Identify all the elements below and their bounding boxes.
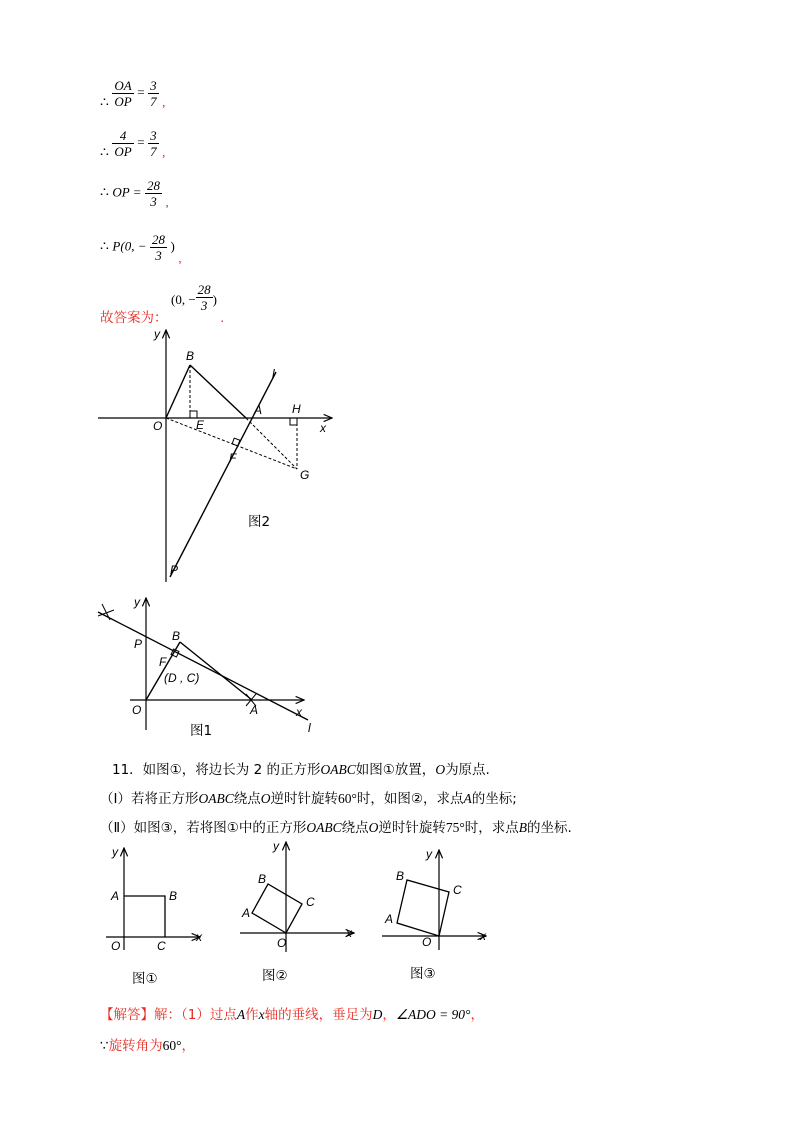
segment-ba	[190, 365, 246, 418]
fraction-right: $\frac{3}{7}$	[150, 78, 157, 109]
square-rotated-75	[397, 880, 449, 936]
because-line: ∵旋转角为60°，	[100, 1038, 195, 1054]
figure-circle-3-caption: 图③	[410, 966, 436, 982]
svg-text:y: y	[273, 840, 279, 853]
label-a: A	[250, 703, 259, 717]
therefore-symbol: ∴	[100, 239, 109, 255]
svg-text:y: y	[112, 845, 118, 859]
problem-11-statement: 11．如图①，将边长为 2 的正方形OABC如图①放置，O为原点.	[112, 762, 490, 778]
svg-text:A: A	[111, 889, 120, 903]
figure-1-caption: 图1	[190, 723, 213, 739]
figure-circle-1	[106, 845, 203, 987]
label-f: F	[159, 655, 167, 669]
label-dc: (D , C)	[164, 671, 200, 685]
svg-text:C: C	[306, 895, 315, 909]
right-angle-f	[232, 438, 240, 446]
svg-text:B: B	[396, 869, 405, 883]
square-rotated-60	[252, 884, 302, 933]
label-p: P	[134, 637, 143, 651]
svg-text:B: B	[169, 889, 178, 903]
therefore-symbol: ∴	[100, 95, 109, 111]
svg-text:O: O	[111, 939, 121, 953]
square-rotation-figures	[100, 840, 500, 990]
label-p: P	[170, 563, 179, 577]
svg-text:x: x	[480, 929, 486, 943]
label-l: l	[272, 367, 275, 381]
label-g: G	[300, 468, 310, 482]
right-angle-h	[290, 418, 297, 425]
square-oabc	[124, 896, 165, 937]
segment-ag	[246, 418, 297, 469]
label-y: y	[154, 327, 160, 341]
fraction-left: $\frac{OA}{OP}$	[114, 78, 132, 109]
svg-text:O: O	[422, 935, 432, 949]
label-x: x	[296, 705, 302, 719]
label-o: O	[153, 419, 163, 433]
label-y: y	[134, 595, 140, 609]
svg-text:C: C	[453, 883, 462, 897]
label-b: B	[172, 629, 181, 643]
intersection-mark	[98, 604, 114, 620]
segment-ob	[166, 365, 190, 418]
svg-text:O: O	[277, 936, 287, 950]
step-p-coordinates: ∴ P(0, − $\frac{28}{3}$ ) ,	[100, 232, 182, 266]
answer-line: 故答案为： (0, − $\frac{28}{3}$ ) .	[100, 282, 225, 326]
step-op-value: ∴ OP = $\frac{28}{3}$ ,	[100, 178, 169, 210]
fraction-28-3: $\frac{28}{3}$	[147, 178, 161, 209]
label-o: O	[132, 703, 142, 717]
solution-line: 【解答】解：（1）过点A作x轴的垂线，垂足为D，∠ADO = 90°，	[100, 1007, 484, 1023]
svg-text:B: B	[258, 872, 267, 886]
fraction-right: $\frac{3}{7}$	[150, 128, 157, 159]
label-b: B	[186, 349, 195, 363]
therefore-symbol: ∴	[100, 185, 109, 201]
label-a: A	[254, 403, 263, 417]
solution-tag: 【解答】	[100, 1007, 154, 1023]
svg-text:x: x	[346, 926, 352, 940]
step-ratio-oa-op: ∴ $\frac{OA}{OP}$ = $\frac{3}{7}$ ,	[100, 78, 166, 111]
problem-11-part-2: （Ⅱ）如图③，若将图①中的正方形OABC绕点O逆时针旋转75°时，求点B的坐标.	[100, 820, 572, 836]
figure-2-caption: 图2	[248, 514, 271, 530]
figure-circle-2	[240, 840, 354, 984]
label-l: l	[308, 721, 311, 735]
label-h: H	[292, 402, 301, 416]
therefore-symbol: ∴	[100, 145, 109, 161]
line-l	[98, 612, 308, 720]
problem-11-part-1: （Ⅰ）若将正方形OABC绕点O逆时针旋转60°时，如图②，求点A的坐标;	[100, 791, 517, 807]
svg-text:A: A	[385, 912, 394, 926]
figure-2-diagram	[90, 322, 340, 584]
right-angle-e	[190, 411, 197, 418]
label-e: E	[196, 418, 205, 432]
fraction-28-3: $\frac{28}{3}$	[151, 232, 165, 263]
label-f: F	[229, 451, 237, 465]
fraction-left: $\frac{4}{OP}$	[114, 128, 132, 159]
figure-circle-1-caption: 图①	[132, 971, 158, 987]
svg-text:y: y	[426, 847, 432, 861]
svg-text:A: A	[242, 906, 251, 920]
answer-label: 故答案为：	[100, 310, 168, 326]
figure-1-diagram	[90, 590, 330, 740]
figure-circle-2-caption: 图②	[262, 968, 288, 984]
step-ratio-4-op: ∴ $\frac{4}{OP}$ = $\frac{3}{7}$ ,	[100, 128, 166, 161]
figure-circle-3	[382, 847, 487, 982]
svg-text:x: x	[196, 930, 202, 944]
answer-fraction: $\frac{28}{3}$	[197, 282, 211, 313]
label-x: x	[320, 421, 326, 435]
svg-text:C: C	[157, 939, 166, 953]
